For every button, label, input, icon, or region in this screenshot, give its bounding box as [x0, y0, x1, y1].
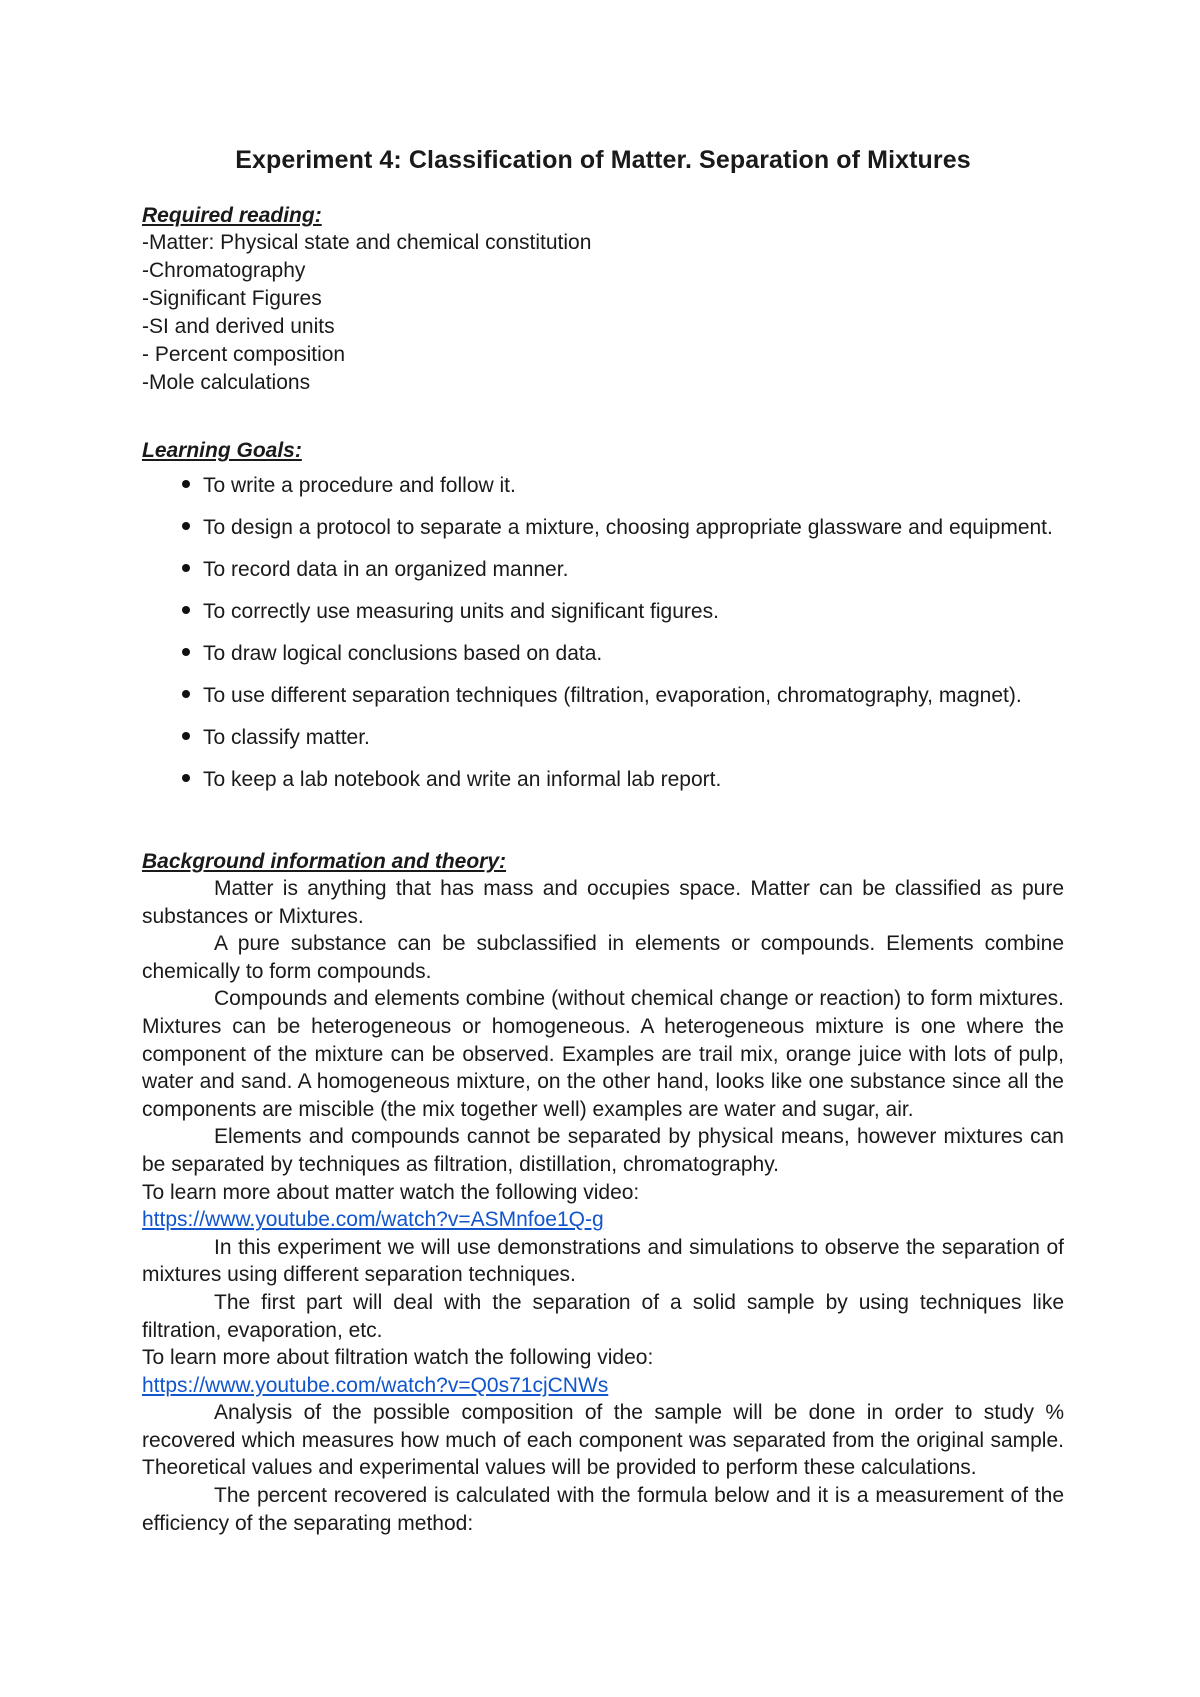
goal-text: To design a protocol to separate a mixture, choosing appropriate glassware and equipment.: [203, 516, 1053, 539]
list-item: [142, 594, 1064, 630]
list-item: [142, 552, 1064, 588]
background-section: [142, 848, 1064, 1537]
learning-goals-section: [142, 437, 1064, 798]
goal-text: To keep a lab notebook and write an informal lab report.: [203, 768, 722, 791]
goal-text: To write a procedure and follow it.: [203, 474, 516, 497]
list-item: [142, 762, 1064, 798]
bullet-icon: [182, 606, 190, 614]
bullet-icon: [182, 522, 190, 530]
reading-item: -Matter: Physical state and chemical constitution: [142, 231, 592, 254]
list-item: [142, 678, 1064, 714]
matter-video-link[interactable]: https://www.youtube.com/watch?v=ASMnfoe1Q-g: [142, 1208, 604, 1232]
reading-item: -SI and derived units: [142, 315, 335, 338]
list-item: [142, 510, 1064, 546]
background-paragraph: The first part will deal with the separation of a solid sample by using techniques like filtration, evaporation, etc.: [142, 1290, 1064, 1342]
list-item: [142, 636, 1064, 672]
video-intro-text: To learn more about matter watch the following video:: [142, 1180, 640, 1204]
learning-goals-heading: Learning Goals:: [142, 439, 302, 462]
bullet-icon: [182, 690, 190, 698]
list-item: [142, 468, 1064, 504]
bullet-icon: [182, 564, 190, 572]
goal-text: To record data in an organized manner.: [203, 558, 569, 581]
reading-item: -Chromatography: [142, 259, 306, 282]
goal-text: To draw logical conclusions based on data.: [203, 642, 603, 665]
goal-text: To classify matter.: [203, 726, 370, 749]
background-paragraph: Elements and compounds cannot be separated by physical means, however mixtures can be separated by techniques as filtration, distillation, chromatography.: [142, 1125, 1064, 1176]
bullet-icon: [182, 480, 190, 488]
video-intro-text: To learn more about filtration watch the following video:: [142, 1346, 654, 1370]
bullet-icon: [182, 648, 190, 656]
background-heading: Background information and theory:: [142, 850, 507, 873]
list-item: [142, 720, 1064, 756]
goal-text: To use different separation techniques (filtration, evaporation, chromatography, magnet).: [203, 684, 1022, 707]
reading-item: -Significant Figures: [142, 287, 322, 310]
background-paragraph: Compounds and elements combine (without chemical change or reaction) to form mixtures. Mixtures can be heterogeneous or homogeneous. A heterogeneous mixture is one where the component of the mixture can be observed. Examples are trail mix, orange juice with lots of pulp, water and sand. A homogeneous mixture, on the other hand, looks like one substance since all the components are miscible (the mix together well) examples are water and sugar, air.: [142, 987, 1064, 1121]
background-paragraph: The percent recovered is calculated with the formula below and it is a measurement of the efficiency of the separating method:: [142, 1484, 1064, 1535]
learning-goals-list: [142, 468, 1064, 798]
goal-text: To correctly use measuring units and significant figures.: [203, 600, 719, 623]
bullet-icon: [182, 732, 190, 740]
background-paragraph: In this experiment we will use demonstrations and simulations to observe the separation of mixtures using different separation techniques.: [142, 1235, 1064, 1287]
document-title: Experiment 4: Classification of Matter. Separation of Mixtures: [235, 146, 971, 174]
reading-item: - Percent composition: [142, 343, 346, 366]
required-reading-section: [142, 202, 1064, 397]
background-paragraph: Analysis of the possible composition of the sample will be done in order to study % recovered which measures how much of each component was separated from the original sample. Theoretical values and experimental values will be provided to perform these calculations.: [142, 1401, 1064, 1480]
document-page: [142, 140, 1064, 1537]
required-reading-heading: Required reading:: [142, 204, 322, 227]
filtration-video-link[interactable]: https://www.youtube.com/watch?v=Q0s71cjCNWs: [142, 1373, 609, 1397]
bullet-icon: [182, 774, 190, 782]
reading-item: -Mole calculations: [142, 371, 311, 394]
background-paragraph: A pure substance can be subclassified in elements or compounds. Elements combine chemically to form compounds.: [142, 932, 1064, 983]
background-paragraph: Matter is anything that has mass and occupies space. Matter can be classified as pure substances or Mixtures.: [142, 877, 1064, 928]
